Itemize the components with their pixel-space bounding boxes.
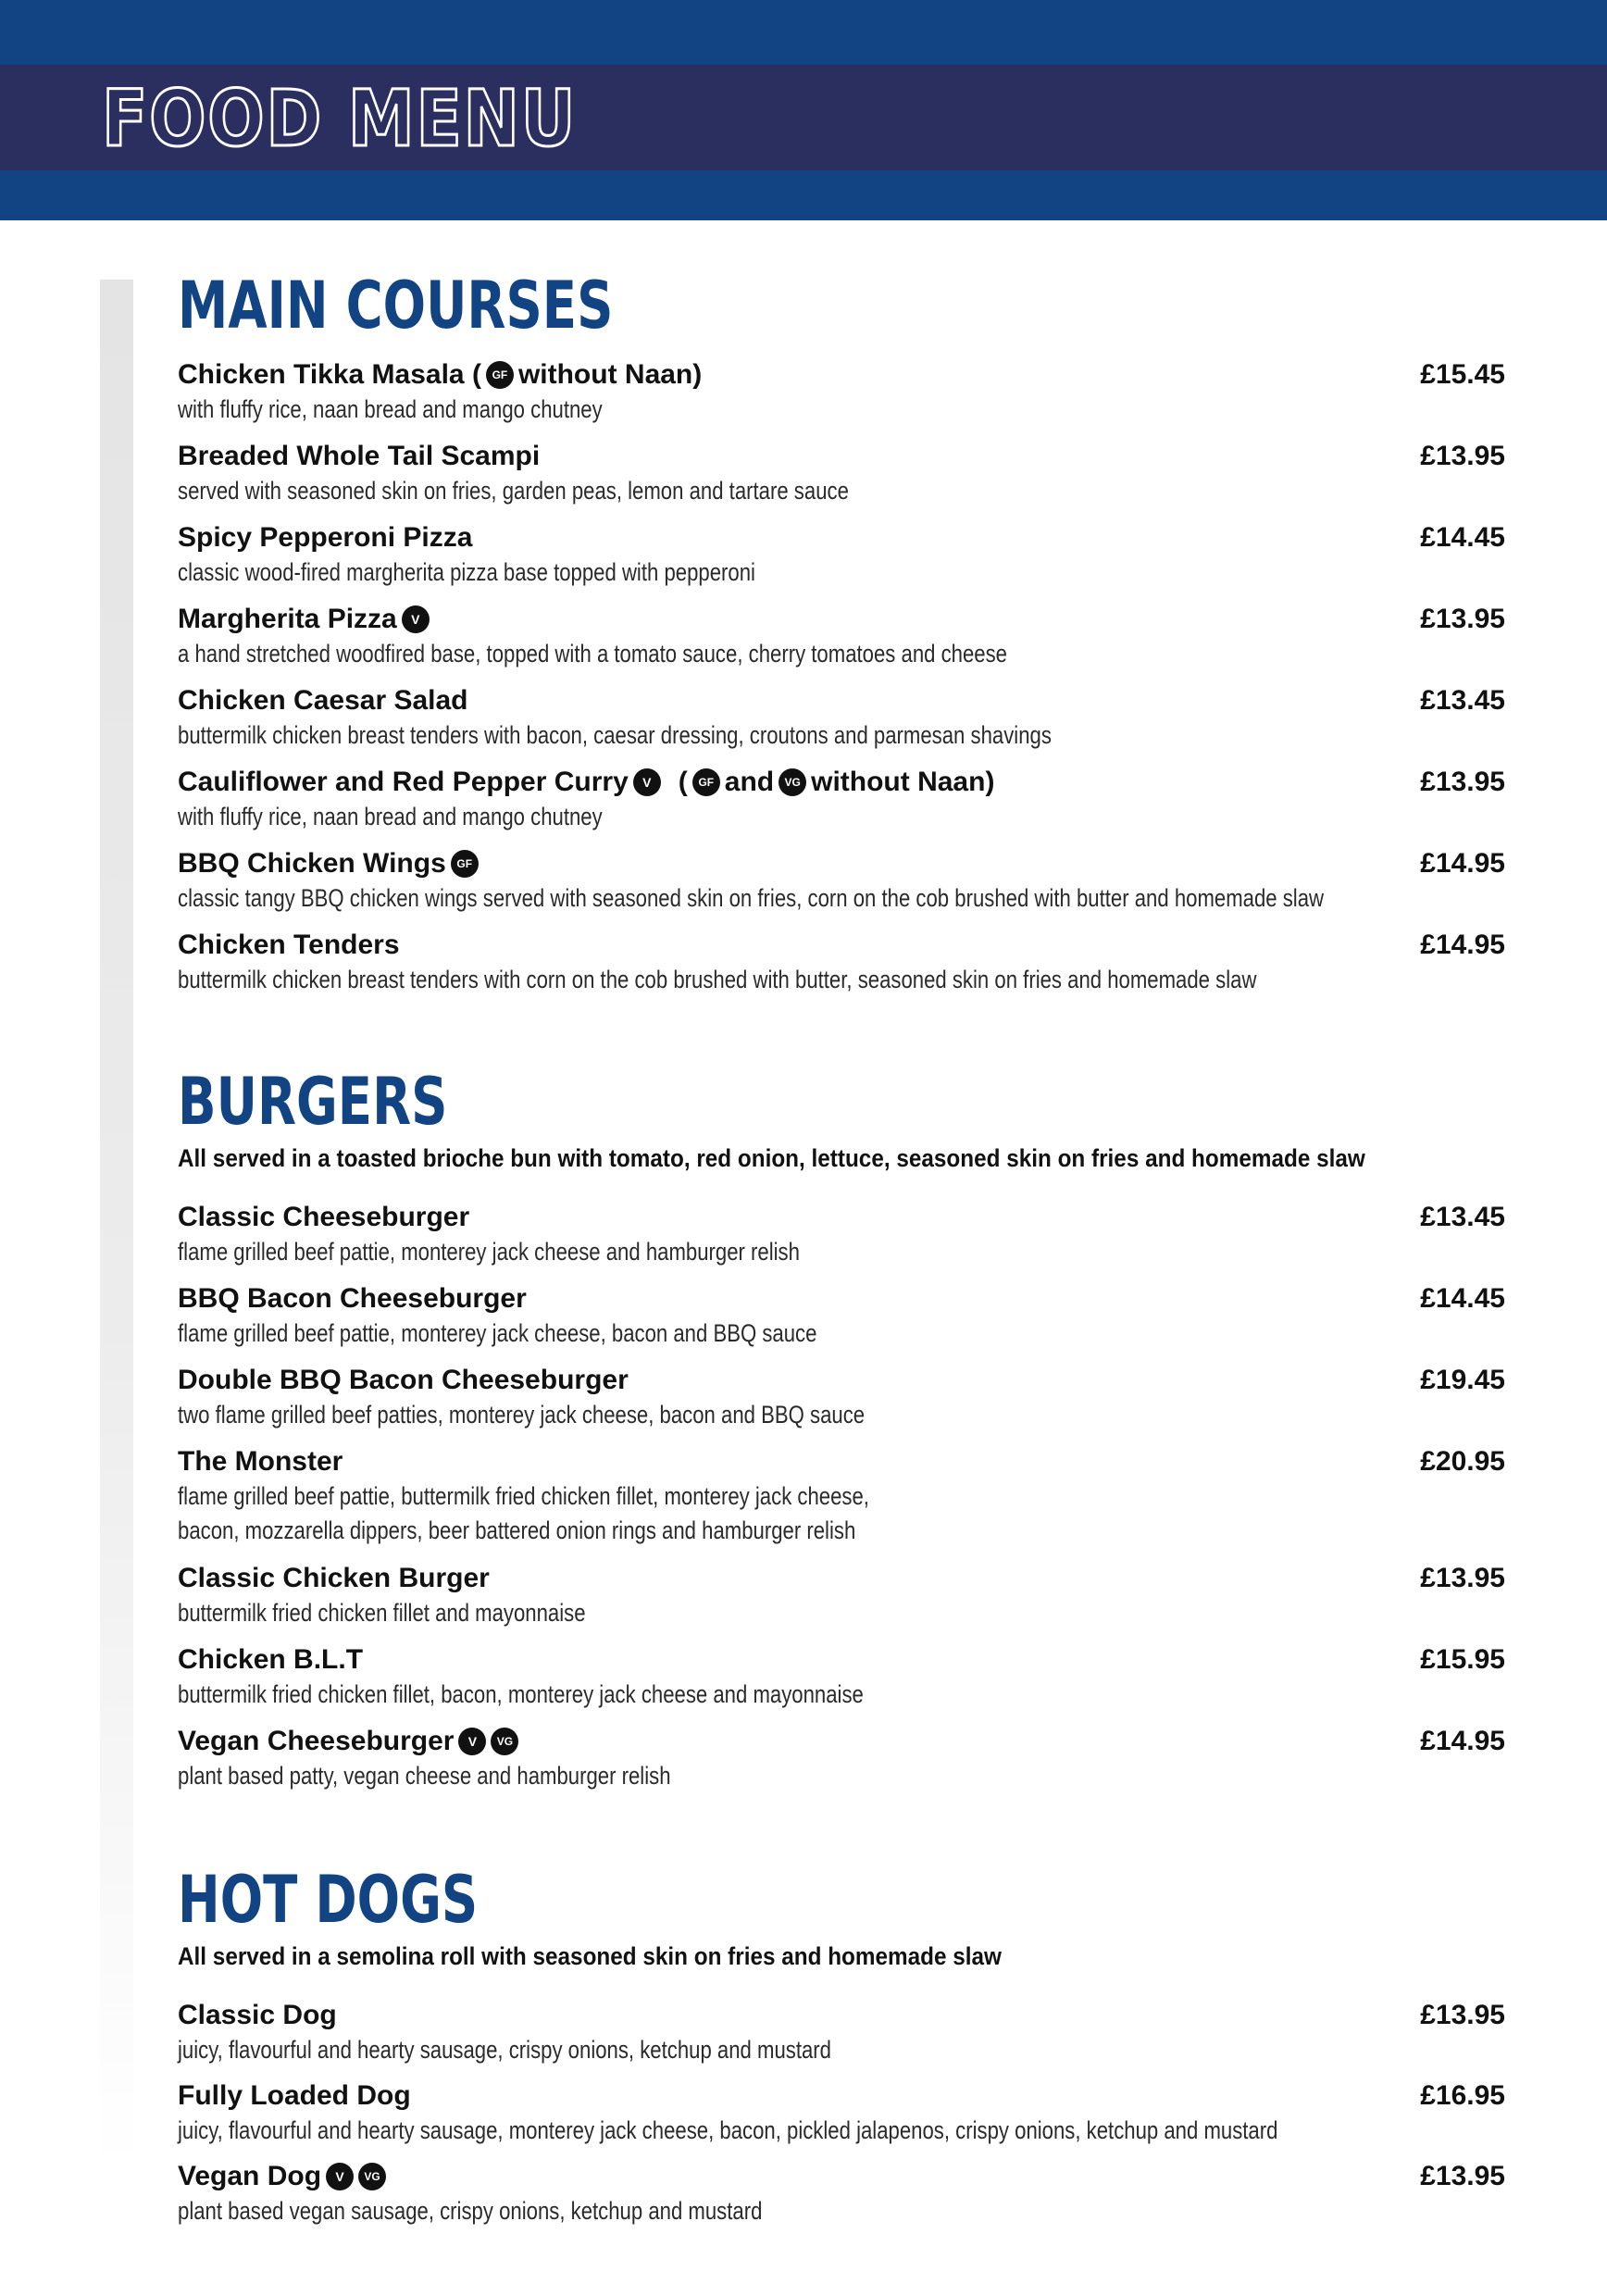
item-price: £13.45 [1420, 685, 1505, 716]
item-name: Vegan Cheeseburger [178, 1726, 455, 1756]
menu-item [178, 1561, 1505, 1642]
hot-dogs-section [178, 1861, 1505, 2240]
item-price: £14.95 [1420, 1726, 1505, 1756]
menu-item [178, 1998, 1505, 2078]
item-description: with fluffy rice, naan bread and mango chutney [178, 395, 603, 423]
section-title-burgers: BURGERS [178, 1064, 448, 1140]
item-price: £19.45 [1420, 1365, 1505, 1395]
item-description: flame grilled beef pattie, monterey jack cheese and hamburger relish [178, 1238, 800, 1266]
item-description: served with seasoned skin on fries, garden peas, lemon and tartare sauce [178, 477, 849, 505]
menu-item [178, 1363, 1505, 1444]
item-description: two flame grilled beef patties, monterey jack cheese, bacon and BBQ sauce [178, 1401, 866, 1429]
vegan-icon: VG [358, 2163, 386, 2190]
item-name: Classic Chicken Burger [178, 1563, 490, 1593]
menu-item [178, 439, 1505, 520]
item-description: buttermilk fried chicken fillet and mayonnaise [178, 1599, 586, 1627]
item-description: juicy, flavourful and hearty sausage, crispy onions, ketchup and mustard [178, 2036, 831, 2064]
item-price: £13.95 [1420, 2000, 1505, 2030]
item-description: juicy, flavourful and hearty sausage, monterey jack cheese, bacon, pickled jalapenos, crispy onions, ketchup and mustard [178, 2116, 1278, 2144]
item-price: £13.95 [1420, 1563, 1505, 1593]
menu-item [178, 928, 1505, 1009]
item-name: BBQ Bacon Cheeseburger [178, 1283, 527, 1314]
item-name: Double BBQ Bacon Cheeseburger [178, 1365, 629, 1395]
item-price: £15.95 [1420, 1644, 1505, 1675]
item-name: Classic Dog [178, 2000, 337, 2030]
menu-item [178, 2159, 1505, 2240]
menu-item [178, 1200, 1505, 1281]
item-name: Chicken Caesar Salad [178, 685, 468, 716]
item-name: Cauliflower and Red Pepper Curry [178, 767, 629, 797]
item-description: flame grilled beef pattie, monterey jack cheese, bacon and BBQ sauce [178, 1319, 817, 1347]
item-price: £13.45 [1420, 1202, 1505, 1232]
gluten-free-icon: GF [692, 768, 720, 796]
menu-item [178, 683, 1505, 765]
item-price: £13.95 [1420, 767, 1505, 797]
menu-item [178, 2078, 1505, 2159]
item-description: flame grilled beef pattie, buttermilk fried chicken fillet, monterey jack cheese, [178, 1482, 869, 1510]
section-note: All served in a semolina roll with seasoned skin on fries and homemade slaw [178, 1942, 1002, 1970]
item-name-and: and [724, 767, 775, 797]
item-name-open-paren: ( [678, 767, 688, 797]
item-description: buttermilk chicken breast tenders with bacon, caesar dressing, croutons and parmesan shavings [178, 721, 1052, 749]
menu-item [178, 520, 1505, 602]
gluten-free-icon: GF [486, 361, 514, 389]
vegetarian-icon: V [633, 768, 661, 796]
vegetarian-icon: V [402, 605, 430, 633]
item-name: Margherita Pizza [178, 604, 397, 634]
item-price: £15.45 [1420, 359, 1505, 390]
item-description: classic tangy BBQ chicken wings served with seasoned skin on fries, corn on the cob brushed with butter and homemade slaw [178, 884, 1325, 912]
page-title: FOOD MENU [102, 73, 578, 164]
item-price: £14.95 [1420, 930, 1505, 960]
burgers-section [178, 1063, 1505, 1805]
item-name: Fully Loaded Dog [178, 2080, 411, 2111]
item-price: £14.45 [1420, 522, 1505, 553]
menu-item [178, 602, 1505, 683]
section-title-hot-dogs: HOT DOGS [178, 1862, 479, 1938]
item-name: Vegan Dog [178, 2161, 322, 2191]
item-description: plant based vegan sausage, crispy onions, ketchup and mustard [178, 2197, 763, 2225]
menu-item [178, 1444, 1505, 1561]
header-band-bottom [0, 170, 1607, 220]
item-name: Chicken Tikka Masala ( [178, 359, 481, 390]
item-price: £13.95 [1420, 604, 1505, 634]
item-name: The Monster [178, 1446, 343, 1477]
main-courses-section [178, 267, 1505, 1009]
menu-item [178, 846, 1505, 928]
section-title-main-courses: MAIN COURSES [178, 268, 614, 343]
item-description: buttermilk chicken breast tenders with corn on the cob brushed with butter, seasoned skin on fries and homemade slaw [178, 966, 1257, 993]
menu-item [178, 357, 1505, 439]
item-price: £13.95 [1420, 2161, 1505, 2191]
menu-item [178, 1642, 1505, 1724]
gluten-free-icon: GF [451, 850, 479, 878]
header-band-top [0, 0, 1607, 65]
item-name: Breaded Whole Tail Scampi [178, 441, 541, 471]
vegetarian-icon: V [326, 2163, 354, 2190]
vegan-icon: VG [779, 768, 806, 796]
item-name: Chicken Tenders [178, 930, 400, 960]
item-description: classic wood-fired margherita pizza base topped with pepperoni [178, 558, 755, 586]
item-price: £16.95 [1420, 2080, 1505, 2111]
vegetarian-icon: V [458, 1728, 486, 1755]
item-price: £13.95 [1420, 441, 1505, 471]
decorative-side-bar [100, 280, 133, 2168]
menu-item [178, 1724, 1505, 1805]
item-name-suffix: without Naan) [811, 767, 995, 797]
menu-item [178, 765, 1505, 846]
item-description: with fluffy rice, naan bread and mango chutney [178, 803, 603, 830]
item-price: £14.95 [1420, 848, 1505, 879]
item-name: BBQ Chicken Wings [178, 848, 446, 879]
item-name-suffix: without Naan) [517, 359, 703, 390]
menu-item [178, 1281, 1505, 1363]
item-price: £14.45 [1420, 1283, 1505, 1314]
vegan-icon: VG [491, 1728, 518, 1755]
item-price: £20.95 [1420, 1446, 1505, 1477]
item-name: Classic Cheeseburger [178, 1202, 470, 1232]
item-name: Spicy Pepperoni Pizza [178, 522, 473, 553]
item-description: plant based patty, vegan cheese and hamburger relish [178, 1762, 671, 1790]
item-description-line-2: bacon, mozzarella dippers, beer battered onion rings and hamburger relish [178, 1516, 856, 1544]
section-note: All served in a toasted brioche bun with tomato, red onion, lettuce, seasoned skin on fries and homemade slaw [178, 1144, 1365, 1172]
item-name: Chicken B.L.T [178, 1644, 364, 1675]
item-description: a hand stretched woodfired base, topped with a tomato sauce, cherry tomatoes and cheese [178, 640, 1007, 668]
item-description: buttermilk fried chicken fillet, bacon, monterey jack cheese and mayonnaise [178, 1680, 864, 1708]
